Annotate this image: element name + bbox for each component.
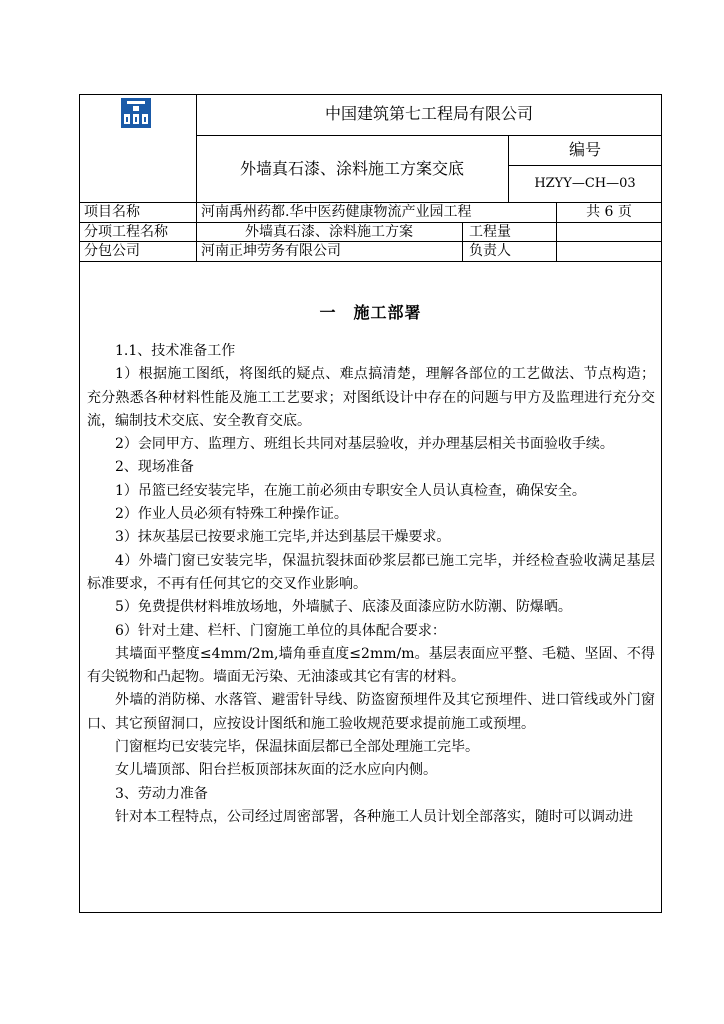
paragraph: 女儿墙顶部、阳台拦板顶部抹灰面的泛水应向内侧。 [115, 762, 437, 779]
row-divider [79, 241, 662, 242]
paragraph: 其墙面平整度≤4mm/2m,墙角垂直度≤2mm/m。基层表面应平整、毛糙、坚固、不得有尖锐物和凸起物。墙面无污染、无油漆或其它有害的材料。 [87, 645, 655, 686]
row-divider [79, 202, 662, 203]
section-body [87, 340, 655, 829]
row-divider [508, 165, 662, 166]
number-label: 编号 [568, 140, 601, 159]
row-divider [196, 135, 662, 136]
paragraph: 门窗框均已安装完毕，保温抹面层都已全部处理施工完毕。 [115, 739, 479, 756]
paragraph: 3）抹灰基层已按要求施工完毕,并达到基层干燥要求。 [115, 529, 451, 546]
paragraph: 6）针对土建、栏杆、门窗施工单位的具体配合要求： [115, 622, 446, 639]
paragraph: 1）吊篮已经安装完毕，在施工前必须由专职安全人员认真检查，确保安全。 [115, 482, 586, 499]
subcontractor-label: 分包公司 [84, 243, 140, 259]
sub-project-value: 外墙真石漆、涂料施工方案 [245, 224, 413, 240]
paragraph: 针对本工程特点，公司经过周密部署，各种施工人员计划全部落实，随时可以调动进 [115, 808, 633, 825]
number-value: HZYY—CH—03 [534, 176, 636, 191]
paragraph: 2）作业人员必须有特殊工种操作证。 [115, 506, 348, 523]
paragraph: 1）根据施工图纸，将图纸的疑点、难点搞清楚，理解各部位的工艺做法、节点构造；充分熟悉各种材料性能及施工工艺要求；对图纸设计中存在的问题与甲方及监理进行充分交流，编制技术交底、安全教育交底。 [87, 366, 655, 429]
paragraph: 2、现场准备 [115, 459, 194, 476]
paragraph: 4）外墙门窗已安装完毕，保温抗裂抹面砂浆层都已施工完毕，并经检查验收满足基层标准要求，不再有任何其它的交叉作业影响。 [87, 552, 655, 592]
company-logo-icon [121, 98, 151, 128]
row-divider [79, 222, 662, 223]
paragraph: 3、劳动力准备 [115, 785, 208, 802]
section-heading: 一 施工部署 [319, 303, 422, 322]
project-name-value: 河南禹州药都.华中医药健康物流产业园工程 [201, 204, 472, 220]
paragraph: 5）免费提供材料堆放场地，外墙腻子、底漆及面漆应防水防潮、防爆晒。 [115, 599, 572, 616]
quantity-label: 工程量 [469, 224, 511, 240]
company-name: 中国建筑第七工程局有限公司 [324, 104, 533, 123]
document-title: 外墙真石漆、涂料施工方案交底 [239, 159, 464, 178]
paragraph: 1.1、技术准备工作 [115, 343, 236, 359]
row-divider [79, 261, 662, 262]
paragraph: 2）会同甲方、监理方、班组长共同对基层验收，并办理基层相关书面验收手续。 [115, 436, 614, 453]
col-divider [556, 222, 557, 261]
project-name-label: 项目名称 [84, 204, 140, 220]
col-divider [462, 222, 463, 261]
person-label: 负责人 [469, 243, 511, 259]
page-count: 共 6 页 [586, 204, 632, 220]
sub-project-label: 分项工程名称 [84, 224, 168, 240]
subcontractor-value: 河南正坤劳务有限公司 [201, 243, 341, 259]
paragraph: 外墙的消防梯、水落管、避雷针导线、防盗窗预埋件及其它预埋件、进口管线或外门窗口、其它预留洞口，应按设计图纸和施工验收规范要求提前施工或预埋。 [87, 692, 655, 732]
